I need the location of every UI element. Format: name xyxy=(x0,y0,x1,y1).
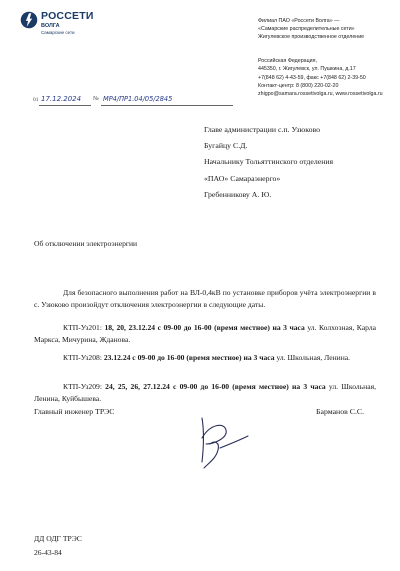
org-line: «Самарские распределительные сети» xyxy=(258,26,355,32)
contact-line: Контакт-центр: 8 (800) 220-02-20 xyxy=(258,82,339,89)
body-paragraph-ktp201 xyxy=(34,322,376,346)
contact-line: +7(848 62) 4-43-59, факс +7(848 62) 2-39-50 xyxy=(258,74,366,81)
executor-unit: ДД ОДГ ТРЭС xyxy=(34,534,82,543)
number-underline xyxy=(101,105,233,106)
addressee-line: Начальнику Тольяттинского отделения xyxy=(204,157,334,167)
brand-block xyxy=(41,10,94,35)
outage-streets: ул. Школьная, Ленина, Куйбышева. xyxy=(34,382,377,403)
outage-schedule: 24, 25, 26, 27.12.24 с 09-00 до 16-00 (время местное) на 3 часа xyxy=(105,382,326,391)
signer-name: Барманов С.С. xyxy=(316,407,365,416)
addressee-line: Главе администрации с.п. Узюково xyxy=(204,125,321,134)
contact-line: zhigpo@samara.rossetivolga.ru, www.rossetivolga.ru xyxy=(258,91,383,98)
addressee-block xyxy=(204,122,333,203)
org-line: Жигулевское производственное отделение xyxy=(258,34,365,40)
org-line: Филиал ПАО «Россети Волга» — xyxy=(258,18,340,24)
signer-title: Главный инженер ТРЭС xyxy=(34,407,115,416)
body-paragraph-ktp208 xyxy=(34,352,376,364)
registration-prefix: 01 xyxy=(33,97,39,103)
addressee-line: Бугайцу С.Д. xyxy=(204,141,248,151)
organization-info xyxy=(258,17,364,41)
outage-schedule: 18, 20, 23.12.24 с 09-00 до 16-00 (время местное) на 3 часа xyxy=(104,323,305,332)
contact-line: 445350, г. Жигулевск, ул. Пушкина, д.17 xyxy=(258,66,356,73)
rosseti-logo-icon xyxy=(20,11,38,29)
addressee-line: Гребенникову А. Ю. xyxy=(204,189,272,199)
ktp-label: КТП-Уз201: xyxy=(63,323,105,332)
handwritten-signature xyxy=(180,414,252,470)
date-underline xyxy=(39,105,91,106)
outage-streets: ул. Колхозная, Карла Маркса, Мичурина, Жданова. xyxy=(34,323,376,344)
contact-info xyxy=(258,57,383,98)
brand-division: Самарские сети xyxy=(41,30,75,35)
outage-streets: ул. Школьная, Ленина. xyxy=(274,353,351,362)
addressee-line: «ПАО» Самараэнерго» xyxy=(204,173,281,183)
contact-line: Российская Федерация, xyxy=(258,58,317,64)
brand-name: РОССЕТИ xyxy=(41,10,94,22)
registration-number: МР4/ПР1.04/05/2845 xyxy=(103,95,173,103)
body-paragraph-ktp209 xyxy=(34,381,376,405)
body-paragraph-intro: Для безопасного выполнения работ на ВЛ-0,4кВ по установке приборов учёта электроэнергии в с. Узюково произойдут отключения электроэнергии в следующие даты. xyxy=(34,288,376,309)
brand-region: ВОЛГА xyxy=(41,23,60,29)
executor-block xyxy=(34,532,82,559)
outage-schedule: 23.12.24 с 09-00 до 16-00 (время местное) на 3 часа xyxy=(103,353,275,362)
ktp-label: КТП-Уз208: xyxy=(63,353,104,362)
letter-subject: Об отключении электроэнергии xyxy=(34,239,138,248)
ktp-label: КТП-Уз209: xyxy=(63,382,106,391)
registration-date: 17.12.2024 xyxy=(41,95,82,103)
number-sign: № xyxy=(93,96,99,102)
executor-phone: 26-43-84 xyxy=(34,547,62,557)
registration-line xyxy=(35,96,232,106)
